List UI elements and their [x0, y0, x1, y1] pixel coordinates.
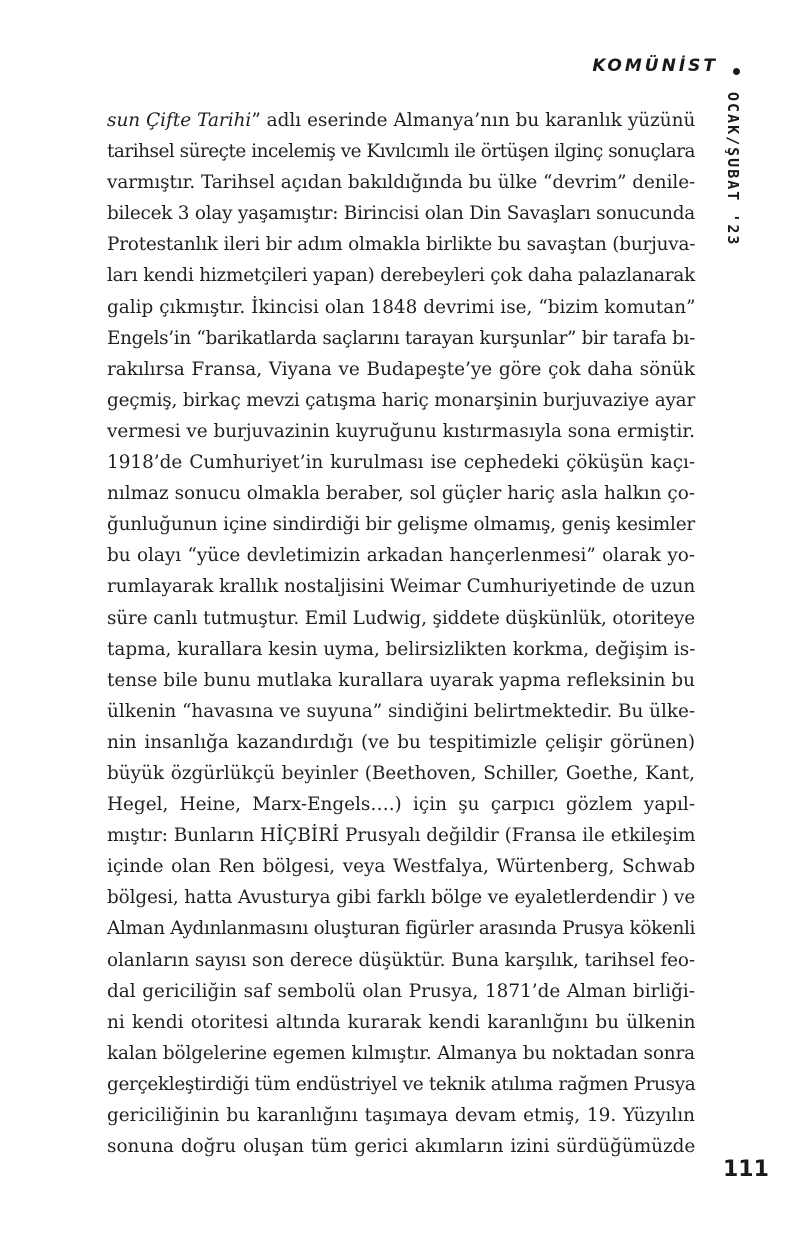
- text-line: ları kendi hizmetçileri yapan) derebeyleri çok daha palazlanarak: [107, 265, 695, 287]
- bullet-dot-icon: [733, 68, 740, 75]
- text-line: gericiliğinin bu karanlığını taşımaya devam etmiş, 19. Yüzyılın: [107, 1105, 695, 1126]
- text-line: içinde olan Ren bölgesi, veya Westfalya, Würtenberg, Schwab: [107, 856, 696, 878]
- text-line: Alman Aydınlanmasını oluşturan figürler arasında Prusya kökenli: [107, 918, 696, 940]
- text-line: sonuna doğru oluşan tüm gerici akımların izini sürdüğümüzde: [107, 1136, 696, 1158]
- page-number: 111: [723, 1157, 769, 1182]
- text-line: nılmaz sonucu olmakla beraber, sol güçler hariç asla halkın ço-: [107, 483, 695, 505]
- text-line: tapma, kurallara kesin uyma, belirsizlikten korkma, değişim is-: [107, 638, 696, 660]
- text-line: süre canlı tutmuştur. Emil Ludwig, şiddete düşkünlük, otoriteye: [107, 607, 696, 629]
- text-line: olanların sayısı son derece düşüktür. Buna karşılık, tarihsel feo-: [107, 949, 695, 971]
- text-line: bilecek 3 olay yaşamıştır: Birincisi olan Din Savaşları sonucunda: [107, 203, 695, 225]
- book-title-italic: sun Çifte Tarihi: [107, 110, 252, 131]
- text-line: kalan bölgelerine egemen kılmıştır. Almanya bu noktadan sonra: [107, 1042, 696, 1064]
- text-line: Protestanlık ileri bir adım olmakla birlikte bu savaştan (burjuva-: [107, 234, 696, 256]
- text-line: Hegel, Heine, Marx-Engels….) için şu çarpıcı gözlem yapıl-: [107, 794, 696, 816]
- article-body: [107, 105, 695, 1162]
- issue-date: OCAK/ŞUBAT '23: [724, 92, 742, 247]
- text-line: varmıştır. Tarihsel açıdan bakıldığında bu ülke “devrim” denile-: [107, 172, 696, 194]
- text-line: bu olayı “yüce devletimizin arkadan hançerlenmesi” olarak yo-: [107, 545, 695, 567]
- text-line-rest: ” adlı eserinde Almanya’nın bu karanlık yüzünü: [251, 110, 696, 131]
- text-line: [107, 105, 695, 136]
- text-line: nin insanlığa kazandırdığı (ve bu tespitimizle çelişir görünen): [107, 731, 696, 753]
- text-line: tarihsel süreçte incelemiş ve Kıvılcımlı ile örtüşen ilginç sonuçlara: [107, 141, 695, 163]
- text-line: dal gericiliğin saf sembolü olan Prusya, 1871’de Alman birliği-: [107, 980, 695, 1002]
- text-line: 1918’de Cumhuriyet’in kurulması ise cephedeki çöküşün kaçı-: [107, 452, 696, 474]
- text-line: büyük özgürlükçü beyinler (Beethoven, Schiller, Goethe, Kant,: [107, 762, 695, 784]
- text-line: mıştır: Bunların HİÇBİRİ Prusyalı değildir (Fransa ile etkileşim: [107, 825, 696, 847]
- text-line: rakılırsa Fransa, Viyana ve Budapeşte’ye göre çok daha sönük: [107, 358, 695, 380]
- text-line: ni kendi otoritesi altında kurarak kendi karanlığını bu ülkenin: [107, 1011, 696, 1033]
- text-line: geçmiş, birkaç mevzi çatışma hariç monarşinin burjuvaziye ayar: [107, 389, 696, 411]
- text-line: bölgesi, hatta Avusturya gibi farklı bölge ve eyaletlerdendir ) ve: [107, 887, 696, 909]
- magazine-title: KOMÜNİST: [592, 56, 718, 76]
- text-line: gerçekleştirdiği tüm endüstriyel ve teknik atılıma rağmen Prusya: [107, 1073, 696, 1095]
- text-line: galip çıkmıştır. İkincisi olan 1848 devrimi ise, “bizim komutan”: [107, 296, 696, 318]
- text-line: tense bile bunu mutlaka kurallara uyarak yapma refleksinin bu: [107, 669, 695, 691]
- text-line: Engels’in “barikatlarda saçlarını tarayan kurşunlar” bir tarafa bı-: [107, 327, 695, 349]
- text-line: ülkenin “havasına ve suyuna” sindiğini belirtmektedir. Bu ülke-: [107, 700, 696, 722]
- text-line: ğunluğunun içine sindirdiği bir gelişme olmamış, geniş kesimler: [107, 514, 695, 536]
- text-line: rumlayarak krallık nostaljisini Weimar Cumhuriyetinde de uzun: [107, 576, 696, 598]
- text-line: vermesi ve burjuvazinin kuyruğunu kıstırmasıyla sona ermiştir.: [107, 420, 695, 442]
